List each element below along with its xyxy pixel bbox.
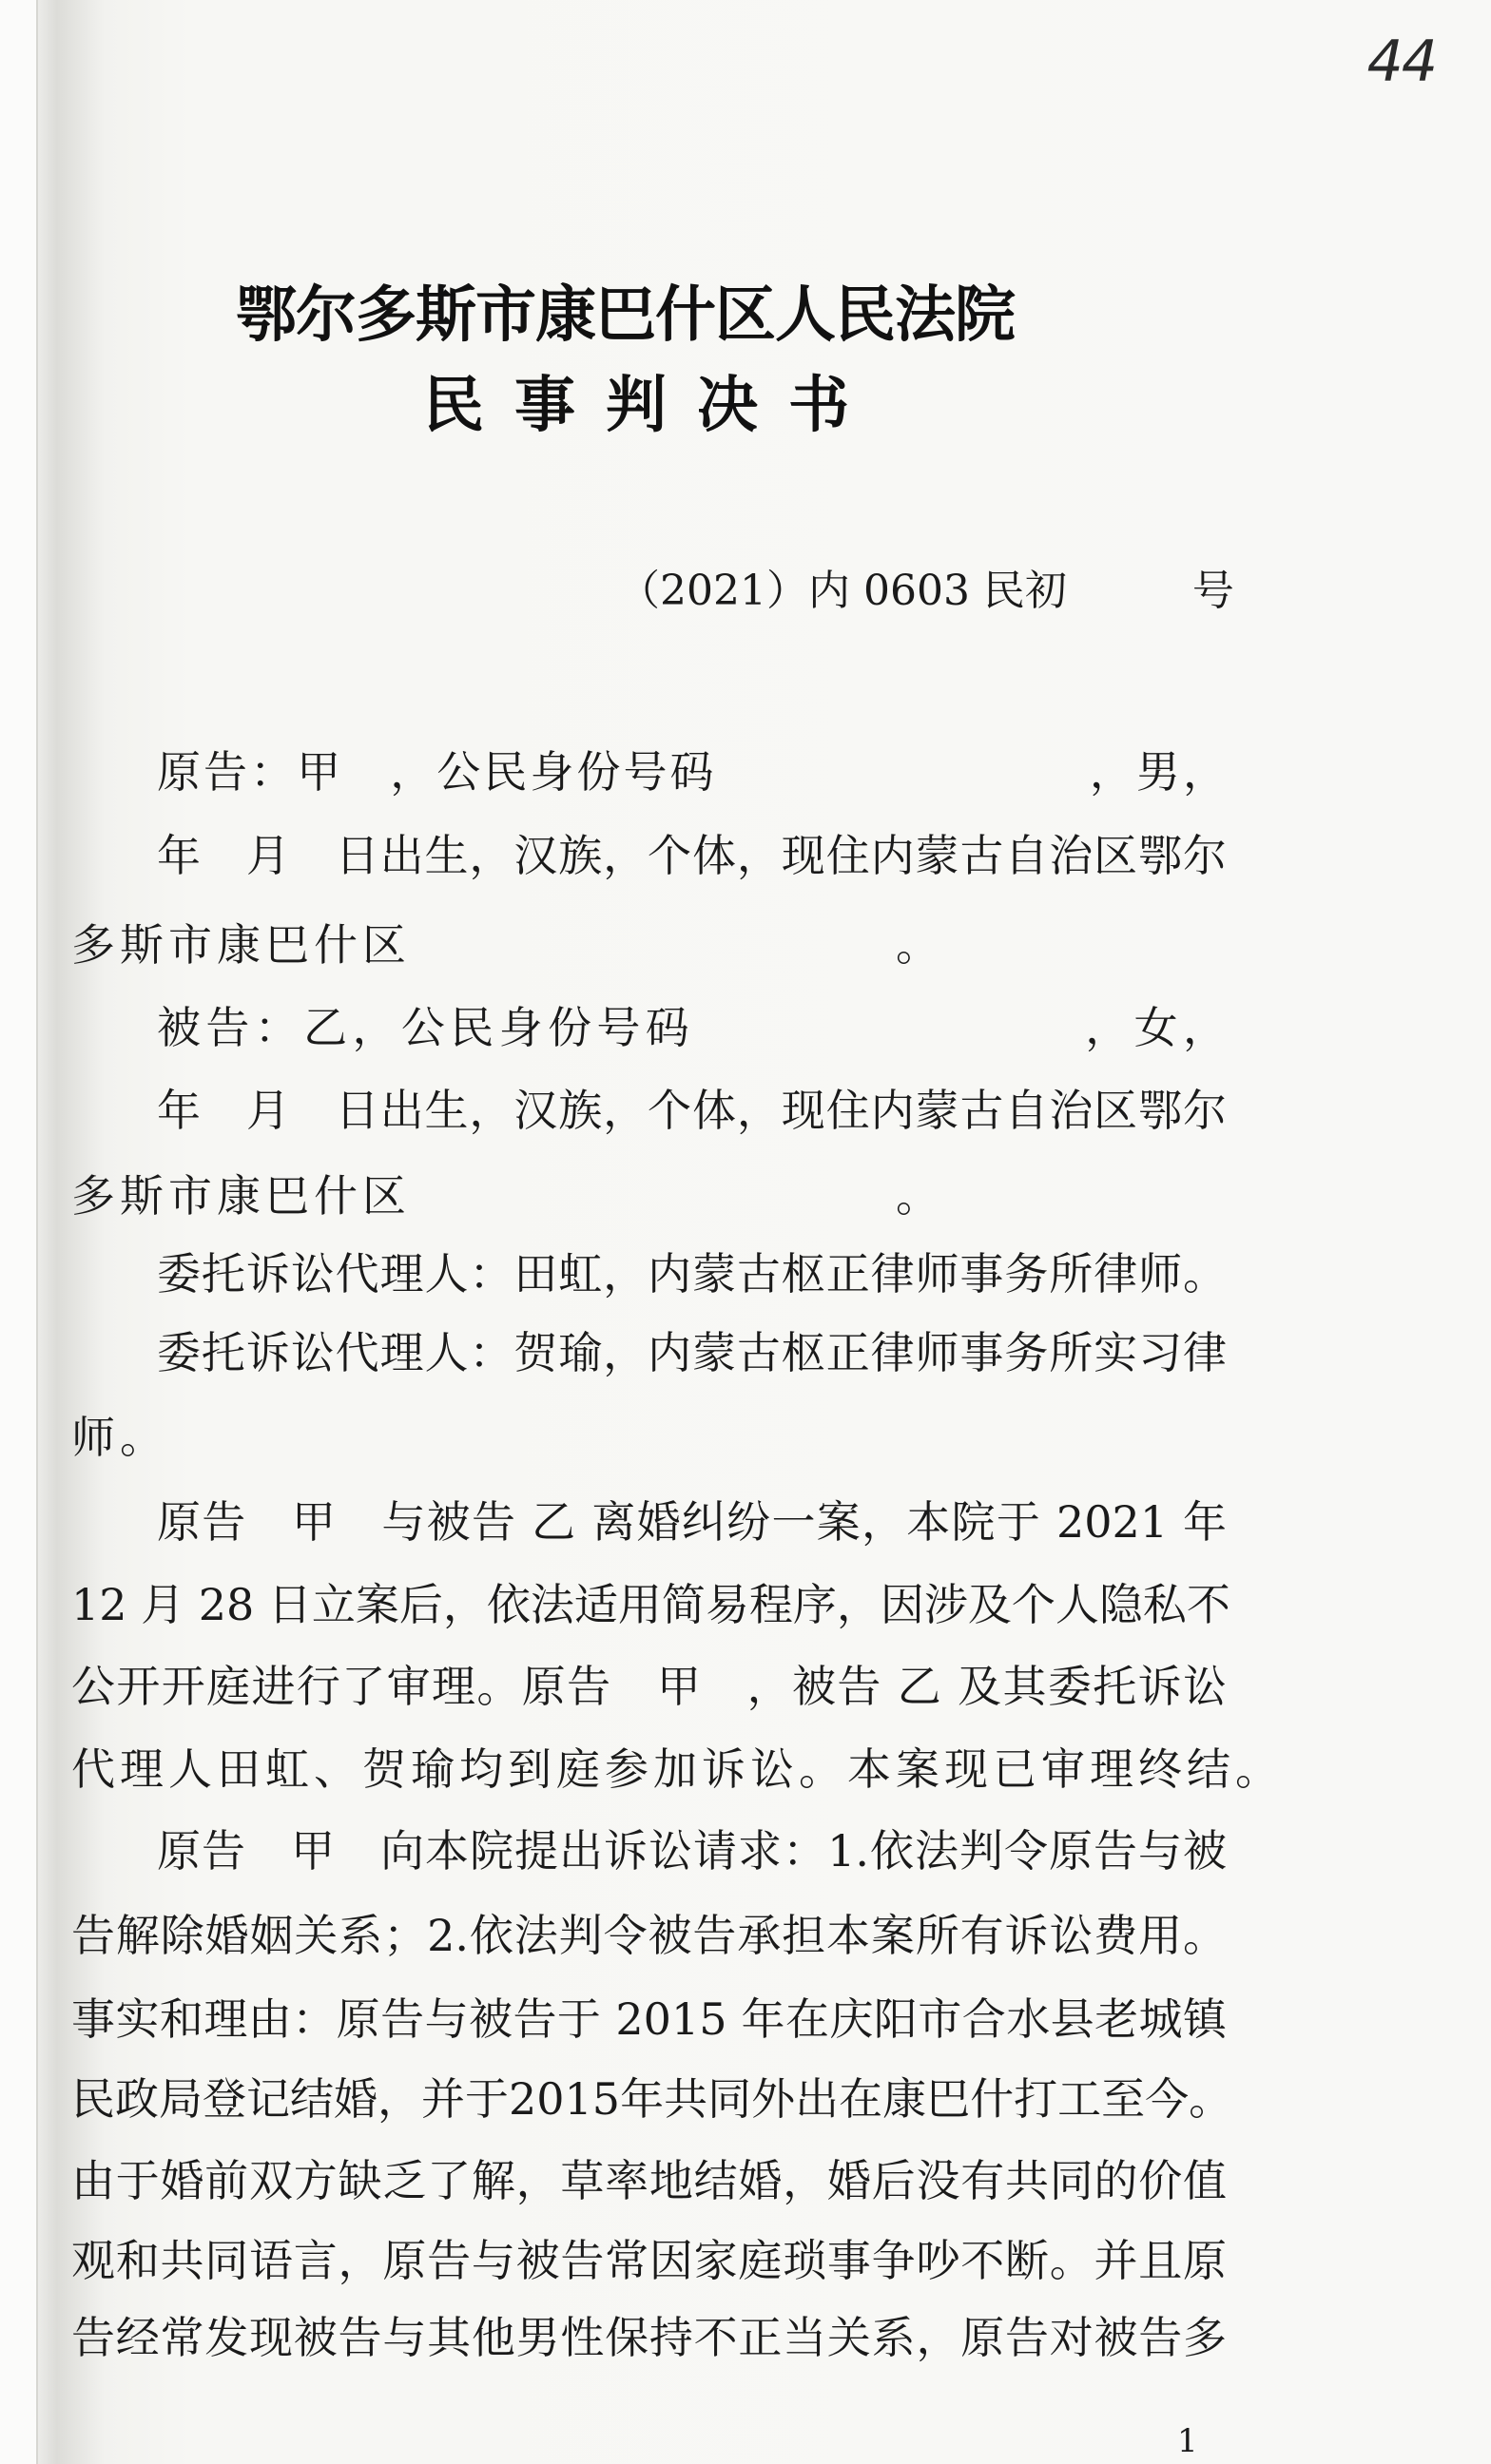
text-line: 师。 <box>71 1412 168 1463</box>
agent-line: 委托诉讼代理人：贺瑜，内蒙古枢正律师事务所实习律 <box>157 1327 1227 1378</box>
text-line: 告经常发现被告与其他男性保持不正当关系，原告对被告多 <box>71 2312 1227 2363</box>
court-name-title: 鄂尔多斯市康巴什区人民法院 <box>236 279 1015 351</box>
paragraph-line: 原告 甲 与被告 乙 离婚纠纷一案，本院于 2021 年 <box>157 1496 1227 1548</box>
text-line: 代理人田虹、贺瑜均到庭参加诉讼。本案现已审理终结。 <box>71 1743 1284 1795</box>
page-binding-edge <box>0 0 38 2464</box>
handwritten-page-number: 44 <box>1366 29 1436 95</box>
text-line: 多斯市康巴什区 。 <box>71 1170 944 1222</box>
text-line: 事实和理由：原告与被告于 2015 年在庆阳市合水县老城镇 <box>71 1993 1227 2045</box>
defendant-line: 被告：乙，公民身份号码 ，女， <box>157 1002 1227 1053</box>
text-line: 年 月 日出生，汉族，个体，现住内蒙古自治区鄂尔 <box>157 830 1227 881</box>
plaintiff-line: 原告：甲 ，公民身份号码 ，男， <box>157 746 1227 798</box>
paragraph-line: 原告 甲 向本院提出诉讼请求：1.依法判令原告与被 <box>157 1825 1227 1877</box>
footer-page-number: 1 <box>1177 2422 1198 2460</box>
text-line: 由于婚前双方缺乏了解，草率地结婚，婚后没有共同的价值 <box>71 2155 1227 2206</box>
case-number: （2021）内 0603 民初 号 <box>618 567 1234 615</box>
text-line: 民政局登记结婚，并于2015年共同外出在康巴什打工至今。 <box>71 2073 1233 2125</box>
agent-line: 委托诉讼代理人：田虹，内蒙古枢正律师事务所律师。 <box>157 1248 1227 1299</box>
document-type-title: 民事判决书 <box>423 370 880 441</box>
text-line: 观和共同语言，原告与被告常因家庭琐事争吵不断。并且原 <box>71 2235 1227 2286</box>
text-line: 多斯市康巴什区 。 <box>71 919 944 971</box>
text-line: 公开开庭进行了审理。原告 甲 ，被告 乙 及其委托诉讼 <box>71 1661 1227 1712</box>
text-line: 告解除婚姻关系；2.依法判令被告承担本案所有诉讼费用。 <box>71 1910 1227 1961</box>
text-line: 12 月 28 日立案后，依法适用简易程序，因涉及个人隐私不 <box>71 1579 1230 1630</box>
text-line: 年 月 日出生，汉族，个体，现住内蒙古自治区鄂尔 <box>157 1085 1227 1136</box>
